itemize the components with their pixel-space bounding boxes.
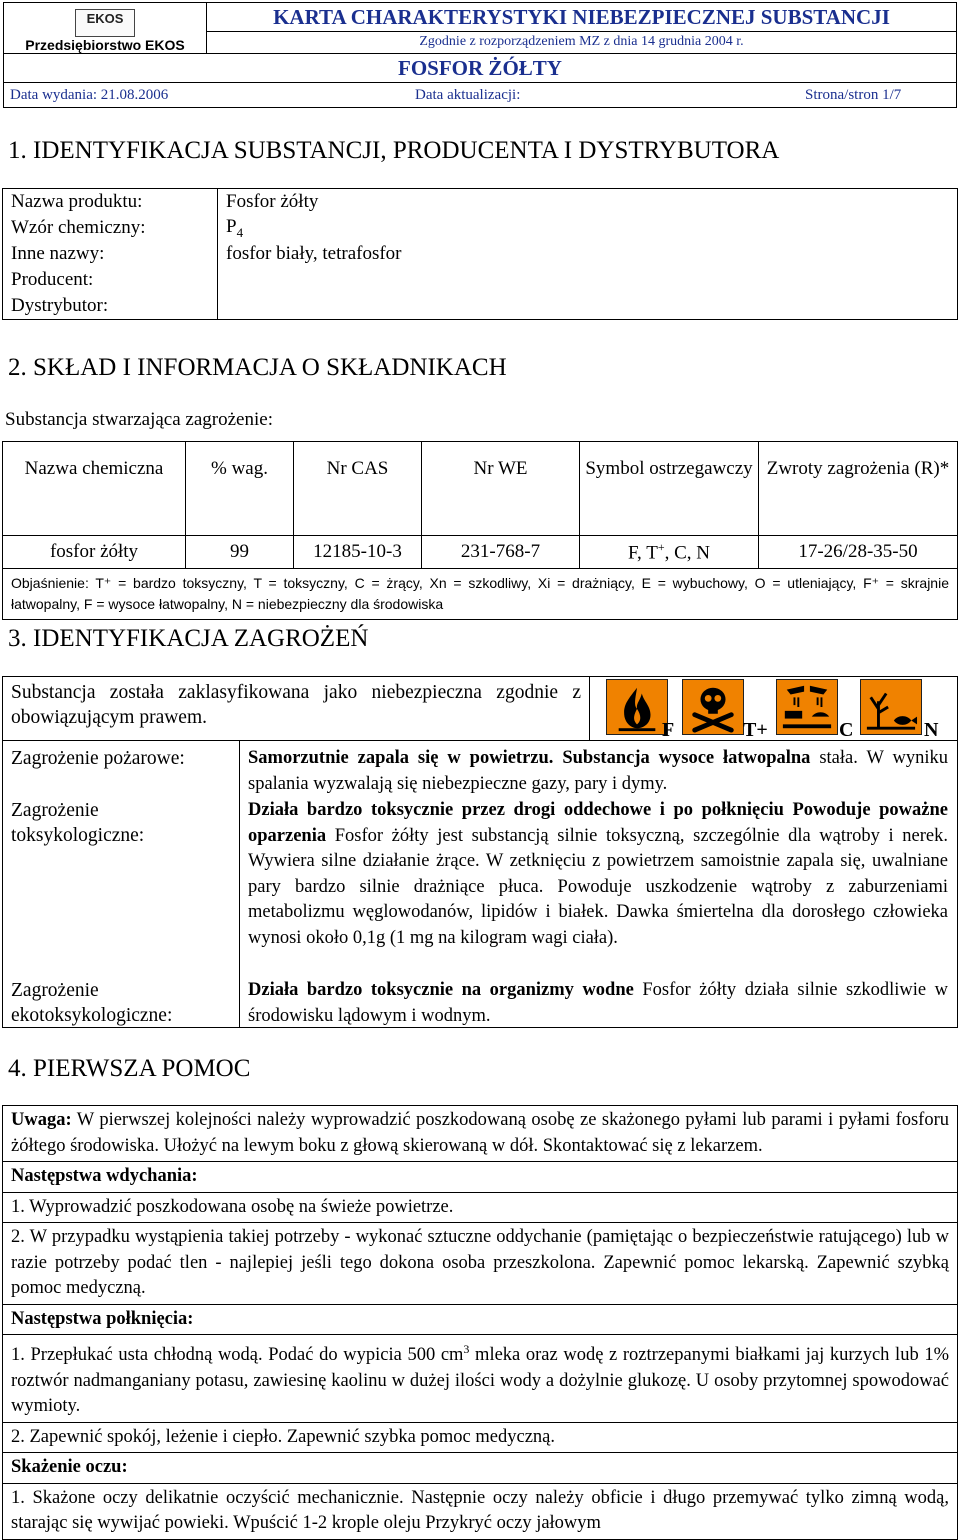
section-2-heading: 2. SKŁAD I INFORMACJA O SKŁADNIKACH: [8, 354, 507, 381]
table-row: [3, 267, 958, 293]
identification-table: [2, 188, 958, 320]
ekos-logo: [75, 9, 135, 37]
pictograms-cell: [589, 676, 958, 741]
first-aid-table: [2, 1105, 958, 1540]
logo-text: EKOS: [86, 11, 124, 26]
warning-text: W pierwszej kolejności należy wyprowadzić poszkodowaną osobę ze skażonego pyłami lub parami i pyłami fosforu żółtego środowiska. Ułożyć na lewym boku z głową skierowaną w dół. Skontaktować się z lekarzem.: [11, 1110, 949, 1156]
table-row: [3, 1192, 958, 1223]
ingestion-label: Następstwa połknięcia:: [11, 1308, 194, 1329]
formula-symbol: P: [226, 215, 237, 237]
table-row: [3, 536, 958, 569]
eyes-step-1: 1. Skażone oczy delikatnie oczyścić mechanicznie. Następnie oczy należy obficie i długo przemywać tylko zimną wodą, starając się wywijać powieki. Wpuścić 1-2 krople oleju Przykryć oczy jałowym: [3, 1483, 958, 1539]
cell-r-phrases: 17-26/28-35-50: [759, 536, 958, 569]
formula-label: Wzór chemiczny:: [3, 215, 218, 241]
inhalation-step-1: 1. Wyprowadzić poszkodowana osobę na świeże powietrze.: [3, 1192, 958, 1223]
cell-name: fosfor żółty: [3, 536, 186, 569]
section-3-heading: 3. IDENTYFIKACJA ZAGROŻEŃ: [8, 625, 369, 652]
corrosion-icon: [776, 679, 838, 735]
symbol-sup: +: [657, 539, 665, 554]
hazard-descriptions-cell: [239, 740, 958, 1028]
product-name-value: Fosfor żółty: [218, 189, 958, 216]
explanation-row: [3, 569, 958, 620]
toxicological-hazard-label: Zagrożenie toksykologiczne:: [11, 800, 145, 846]
producer-value: [218, 267, 958, 293]
hazardous-substance-intro: Substancja stwarzająca zagrożenie:: [5, 409, 273, 430]
cell-cas: 12185-10-3: [294, 536, 422, 569]
fire-hazard-text: [248, 746, 948, 797]
hazards-box: [2, 676, 958, 1028]
inhalation-label: Następstwa wdychania:: [11, 1166, 198, 1186]
warning-label: Uwaga:: [11, 1110, 72, 1130]
symbol-explanation: Objaśnienie: T⁺ = bardzo toksyczny, T = toksyczny, C = żrący, Xn = szkodliwy, Xi = drażniący, E = wybuchowy, O = utleniający, F⁺ = skrajnie łatwopalny, F = wysoce łatwopalny, N = niebezpieczny dla środowiska: [3, 569, 958, 620]
other-names-value: fosfor biały, tetrafosfor: [218, 241, 958, 267]
pictogram-label-t-plus: T+: [743, 719, 768, 741]
distributor-label: Dystrybutor:: [3, 293, 218, 320]
ecotoxicological-hazard-text: [248, 978, 948, 1029]
ingestion-1a: 1. Przepłukać usta chłodną wodą. Podać do wypicia 500 cm: [11, 1345, 464, 1366]
update-date: Data aktualizacji:: [415, 86, 521, 103]
producer-label: Producent:: [3, 267, 218, 293]
classification-text: Substancja została zaklasyfikowana jako niebezpieczna zgodnie z obowiązującym prawem.: [11, 682, 581, 728]
page-number: Strona/stron 1/7: [805, 86, 902, 103]
eyes-label: Skażenie oczu:: [11, 1457, 128, 1478]
cell-we: 231-768-7: [422, 536, 580, 569]
document-title: KARTA CHARAKTERYSTYKI NIEBEZPIECZNEJ SUBSTANCJI: [207, 3, 957, 32]
col-weight-pct: % wag.: [186, 442, 294, 536]
table-row: [3, 1422, 958, 1453]
composition-header-row: [3, 442, 958, 536]
ingestion-step-1: [3, 1335, 958, 1423]
distributor-value: [218, 293, 958, 320]
substance-title: FOSFOR ŻÓŁTY: [4, 54, 957, 83]
tox-hazard-rest: Fosfor żółty jest substancją silnie toksyczną, szczególnie dla wątroby i nerek. Wywiera silne działanie żrące. W zetknięciu z powietrzem samoistnie zapala się, uwalniane pary bardzo silnie drażniące płuca. Powoduje uszkodzenie wątroby z zaburzeniami metabolizmu węglowodanów, lipidów i białek. Dawka śmiertelna dla dorosłego człowieka wynosi około 0,1g (1 mg na kilogram wagi ciała).: [248, 825, 948, 948]
symbol-rest: , C, N: [664, 542, 710, 564]
col-cas: Nr CAS: [294, 442, 422, 536]
pictogram-label-c: C: [839, 719, 854, 741]
issue-date: Data wydania: 21.08.2006: [10, 86, 169, 103]
tox-hazard-bold: Działa bardzo toksycznie przez drogi oddechowe i po połknięciu Powoduje poważne oparzenia: [248, 800, 948, 846]
table-row: [3, 1223, 958, 1305]
skull-crossbones-icon: [682, 679, 744, 735]
section-1-heading: 1. IDENTYFIKACJA SUBSTANCJI, PRODUCENTA I DYSTRYBUTORA: [8, 137, 780, 164]
col-we: Nr WE: [422, 442, 580, 536]
regulation-subtitle: Zgodnie z rozporządzeniem MZ z dnia 14 grudnia 2004 r.: [207, 31, 957, 53]
dates-row: [4, 83, 957, 108]
table-row: [3, 1304, 958, 1335]
cell-pct: 99: [186, 536, 294, 569]
company-cell: [4, 3, 207, 54]
fire-hazard-rest: stała. W wyniku spalania wyzwalają się niebezpieczne gazy, pary i dymy.: [248, 748, 948, 794]
hazard-labels-cell: [2, 740, 240, 1028]
document-header: [3, 2, 957, 108]
other-names-label: Inne nazwy:: [3, 241, 218, 267]
table-row: [3, 1335, 958, 1423]
classification-cell: [2, 676, 590, 741]
product-name-label: Nazwa produktu:: [3, 189, 218, 216]
formula-value: [218, 215, 958, 241]
table-row: [3, 215, 958, 241]
pictogram-label-f: F: [662, 719, 675, 741]
eco-hazard-bold: Działa bardzo toksycznie na organizmy wodne: [248, 980, 634, 1000]
ingestion-1-sup: 3: [463, 1342, 470, 1356]
warning-cell: [3, 1106, 958, 1162]
table-row: [3, 189, 958, 216]
ingestion-step-2: 2. Zapewnić spokój, leżenie i ciepło. Zapewnić szybka pomoc medyczną.: [3, 1422, 958, 1453]
flame-icon: [606, 679, 668, 735]
ecotoxicological-hazard-label: Zagrożenie ekotoksykologiczne:: [11, 980, 173, 1026]
symbol-main: F, T: [628, 542, 658, 564]
inhalation-heading-cell: [3, 1162, 958, 1193]
section-4-heading: 4. PIERWSZA POMOC: [8, 1055, 251, 1082]
table-row: [3, 1106, 958, 1162]
table-row: [3, 293, 958, 320]
fire-hazard-bold: Samorzutnie zapala się w powietrzu. Substancja wysoce łatwopalna: [248, 748, 811, 768]
col-warning-symbol: Symbol ostrzegawczy: [580, 442, 759, 536]
dead-tree-fish-icon: [860, 679, 922, 735]
ingestion-heading-cell: [3, 1304, 958, 1335]
eyes-heading-cell: [3, 1453, 958, 1484]
toxicological-hazard-text: [248, 798, 948, 951]
cell-symbol: [580, 536, 759, 569]
company-name: Przedsiębiorstwo EKOS: [25, 37, 185, 53]
pictogram-label-n: N: [924, 719, 939, 741]
table-row: [3, 1453, 958, 1484]
ingestion-1b: mleka oraz wodę z roztrzepanymi białkami jaj kurzych lub 1% roztwór nadmanganiany potasu, zawiesinę kaolinu w dużej ilości wody a dożylnie glukozę. U osoby przytomnej spowodować wymioty.: [11, 1345, 949, 1417]
inhalation-step-2: 2. W przypadku wystąpienia takiej potrzeby - wykonać sztuczne oddychanie (pamiętając o bezpieczeństwie ratującego) lub w razie potrzeby podać tlen - najlepiej jeśli tego dokona osoba przeszkolona. Zapewnić pomoc lekarską. Zapewnić szybką pomoc medyczną.: [3, 1223, 958, 1305]
eco-hazard-rest: Fosfor żółty działa silnie szkodliwie w środowisku lądowym i wodnym.: [248, 980, 948, 1026]
col-r-phrases: Zwroty zagrożenia (R)*: [759, 442, 958, 536]
composition-table: [2, 441, 958, 620]
col-chemical-name: Nazwa chemiczna: [3, 442, 186, 536]
fire-hazard-label: Zagrożenie pożarowe:: [11, 748, 185, 769]
table-row: [3, 1162, 958, 1193]
formula-subscript: 4: [236, 224, 244, 240]
table-row: [3, 241, 958, 267]
